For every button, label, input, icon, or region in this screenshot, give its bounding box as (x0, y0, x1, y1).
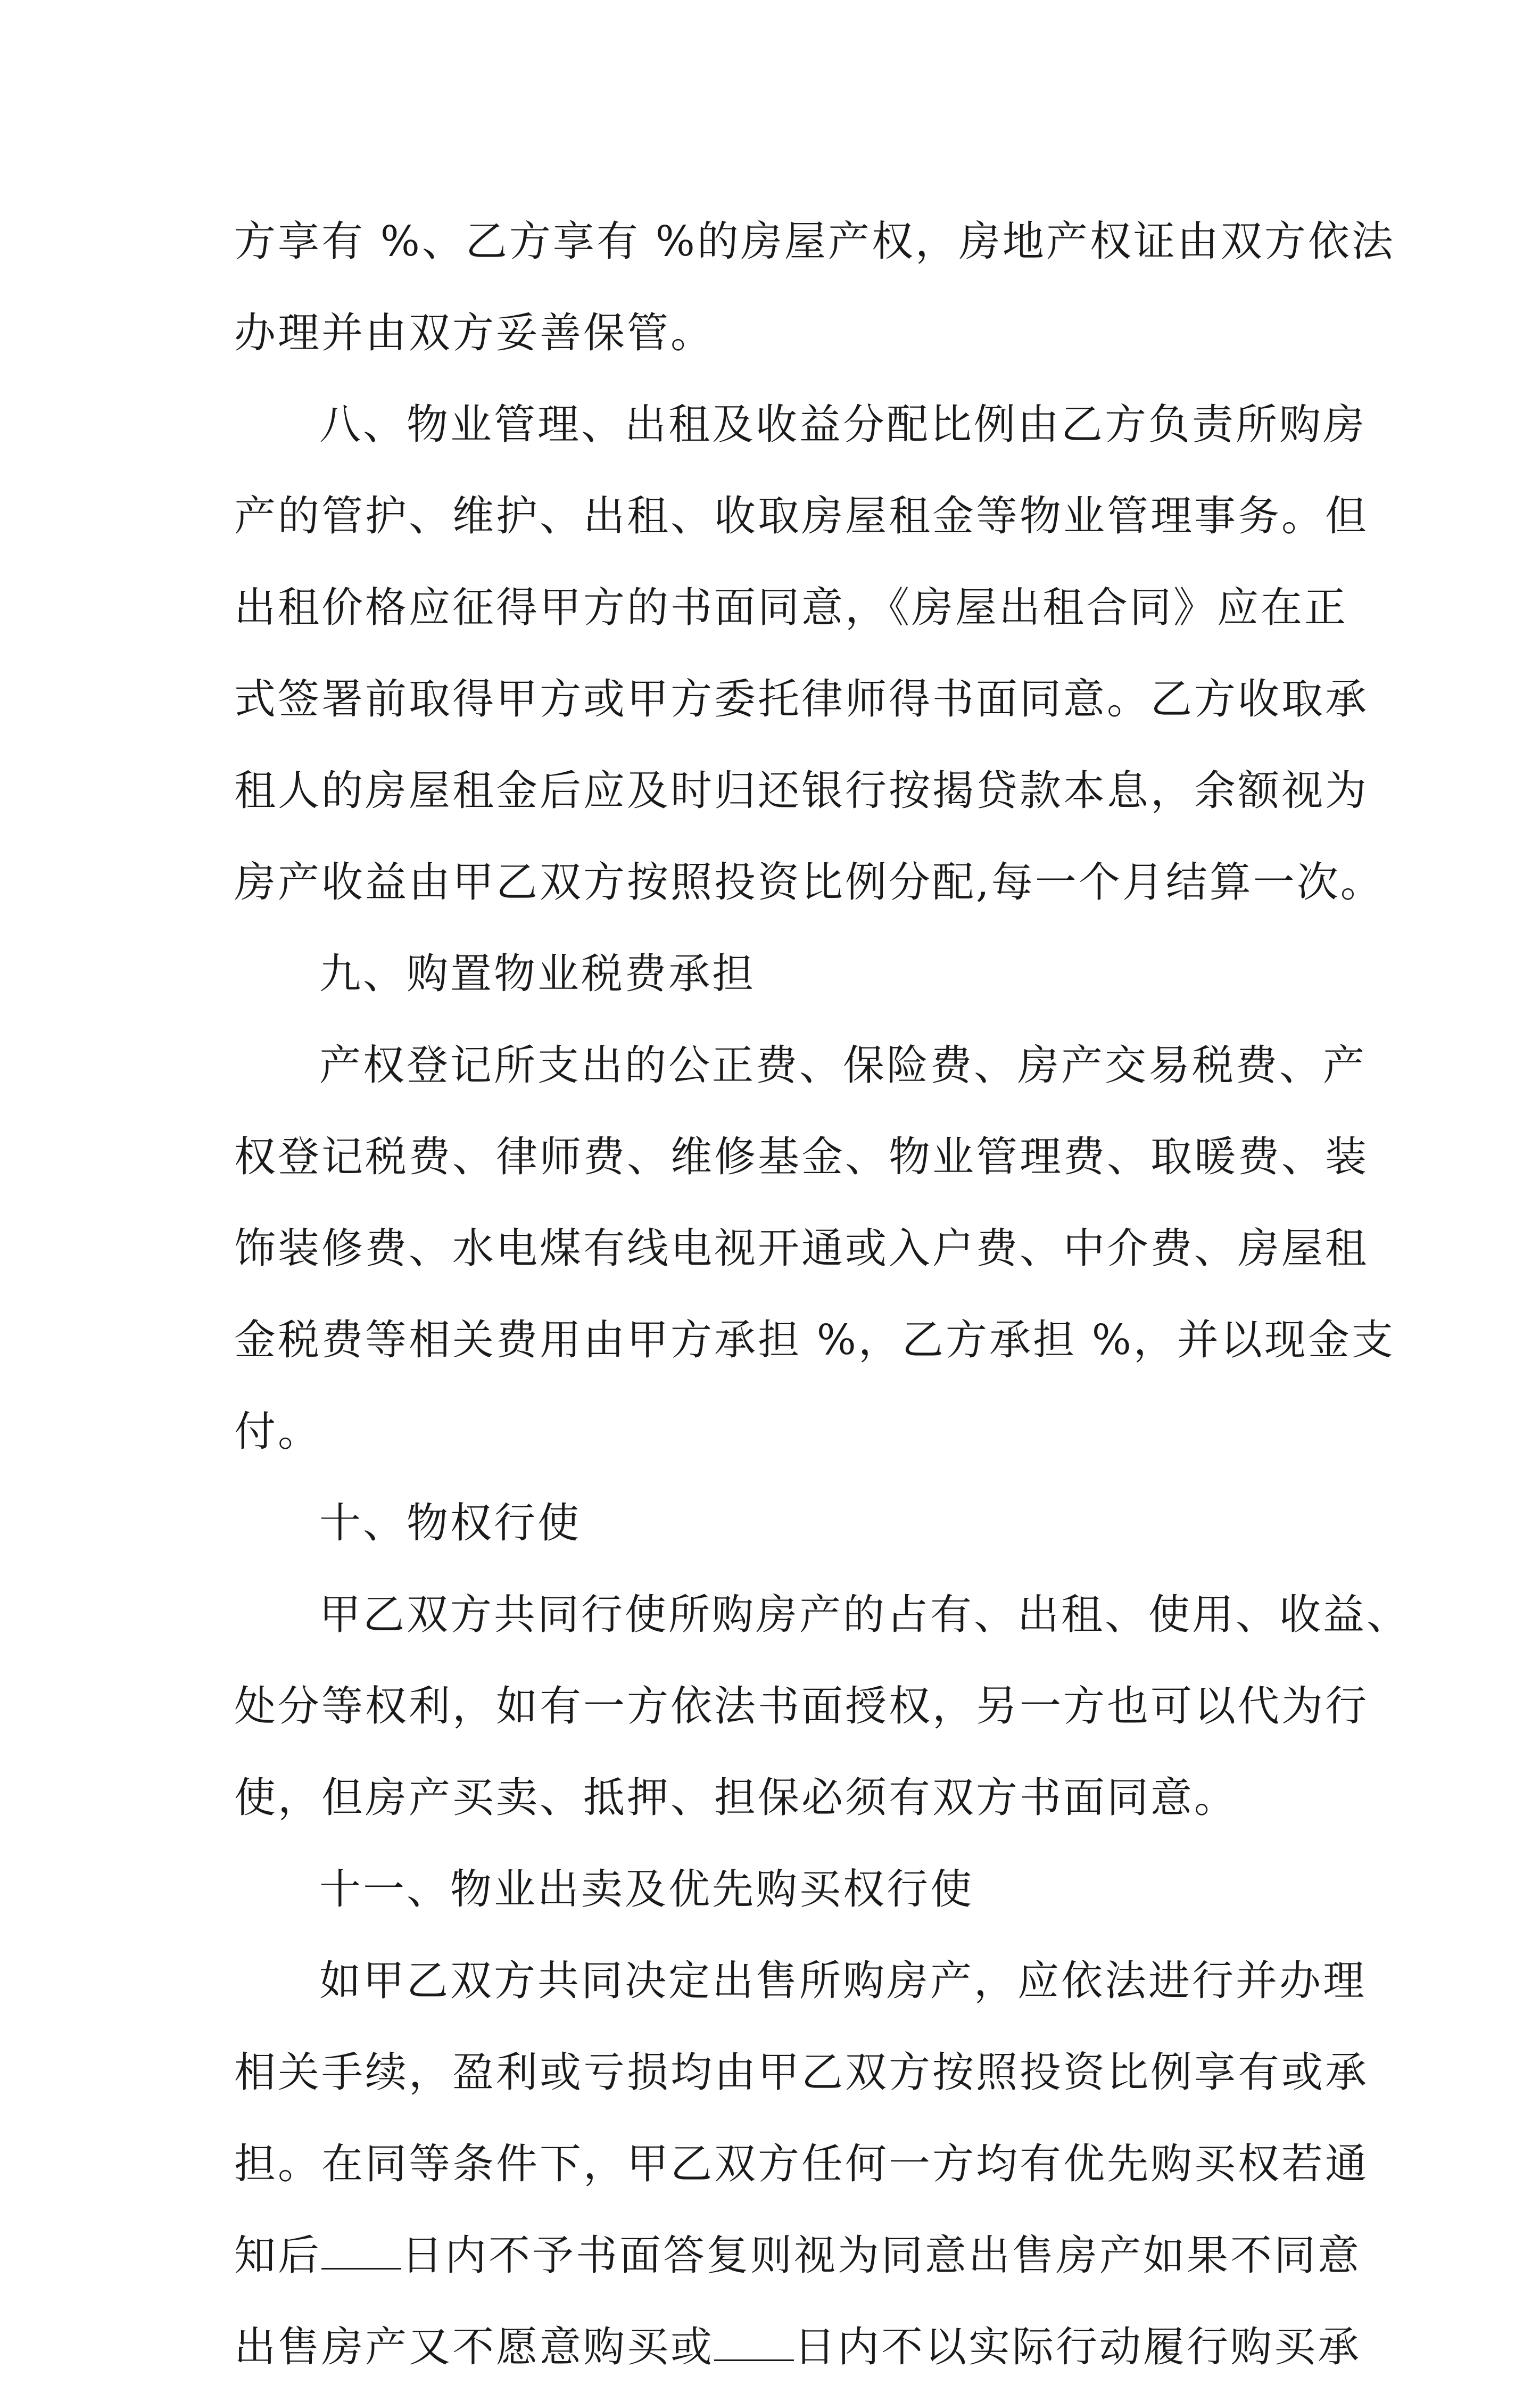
text-line-with-blank (234, 2301, 1362, 2393)
fill-in-blank (321, 2236, 401, 2270)
text-segment: 日内不以实际行动履行购买承 (794, 2323, 1362, 2371)
document-body (234, 196, 1411, 2393)
section-heading-8: 八、物业管理、出租及收益分配比例由乙方负责所购房 (319, 401, 1367, 449)
text-segment: 日内不予书面答复则视为同意出售房产如果不同意 (401, 2232, 1362, 2280)
text-segment: 出售房产又不愿意购买或 (234, 2323, 715, 2371)
text-line: 租人的房屋租金后应及时归还银行按揭贷款本息，余额视为 (234, 767, 1369, 815)
text-segment: 知后 (234, 2232, 322, 2280)
text-line: 金税费等相关费用由甲方承担 %，乙方承担 %，并以现金支 (234, 1316, 1395, 1364)
text-line: 房产收益由甲乙双方按照投资比例分配,每一个月结算一次。 (234, 859, 1384, 906)
text-line: 如甲乙双方共同决定出售所购房产，应依法进行并办理 (319, 1957, 1367, 2005)
text-line: 产权登记所支出的公正费、保险费、房产交易税费、产 (319, 1042, 1367, 1090)
section-heading-11: 十一、物业出卖及优先购买权行使 (319, 1866, 974, 1913)
text-line: 担。在同等条件下，甲乙双方任何一方均有优先购买权若通 (234, 2140, 1369, 2188)
text-line: 饰装修费、水电煤有线电视开通或入户费、中介费、房屋租 (234, 1225, 1369, 1273)
text-line: 甲乙双方共同行使所购房产的占有、出租、使用、收益、 (319, 1591, 1411, 1639)
text-line: 出租价格应征得甲方的书面同意，《房屋出租合同》应在正 (234, 584, 1348, 632)
text-line: 使，但房产买卖、抵押、担保必须有双方书面同意。 (234, 1774, 1238, 1822)
text-line: 相关手续，盈利或亏损均由甲乙双方按照投资比例享有或承 (234, 2049, 1369, 2097)
text-line: 方享有 %、乙方享有 %的房屋产权，房地产权证由双方依法 (234, 218, 1395, 266)
section-heading-10: 十、物权行使 (319, 1499, 582, 1547)
text-line: 处分等权利，如有一方依法书面授权，另一方也可以代为行 (234, 1682, 1369, 1730)
section-heading-9: 九、购置物业税费承担 (319, 950, 756, 998)
fill-in-blank (714, 2328, 794, 2361)
text-line: 付。 (234, 1408, 322, 1456)
text-line: 办理并由双方妥善保管。 (234, 309, 715, 357)
text-line: 式签署前取得甲方或甲方委托律师得书面同意。乙方收取承 (234, 675, 1369, 723)
text-line: 权登记税费、律师费、维修基金、物业管理费、取暖费、装 (234, 1133, 1369, 1181)
text-line-with-blank (234, 2210, 1362, 2301)
text-line: 产的管护、维护、出租、收取房屋租金等物业管理事务。但 (234, 492, 1369, 540)
